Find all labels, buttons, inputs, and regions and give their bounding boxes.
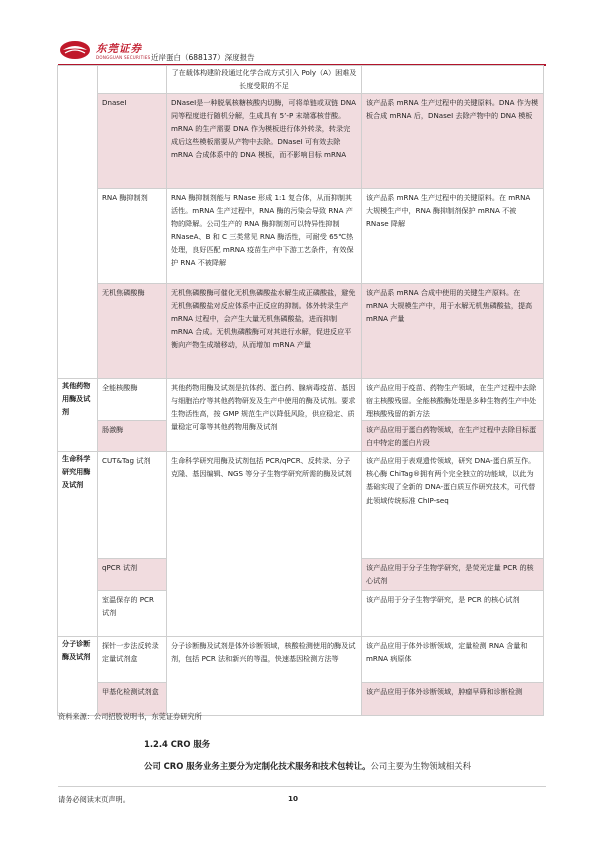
product-cell: 全能核酸酶 bbox=[98, 379, 167, 421]
logo-cn-text: 东莞证券 bbox=[96, 43, 142, 55]
page-number: 10 bbox=[288, 794, 299, 803]
app-cell: 该产品系 mRNA 生产过程中的关键原料。DNA 作为模板合成 mRNA 后，DNaseI 去除产物中的 DNA 模板 bbox=[362, 94, 544, 189]
app-cell: 该产品应用于疫苗、药物生产领域，在生产过程中去除宿主核酸残留。全能核酸酶处理是多种生物药生产中处理核酸残留的新方法 bbox=[362, 379, 544, 421]
table-row bbox=[58, 379, 544, 421]
app-cell: 该产品应用于蛋白药物领域，在生产过程中去除目标蛋白中特定的蛋白片段 bbox=[362, 421, 544, 452]
report-title: 近岸蛋白（688137）深度报告 bbox=[151, 53, 255, 62]
section-heading: 1.2.4 CRO 服务 bbox=[144, 739, 211, 749]
app-cell: 该产品用于分子生物学研究，是 PCR 的核心试剂 bbox=[362, 591, 544, 637]
footer-disclaimer: 请务必阅读末页声明。 bbox=[58, 795, 130, 804]
app-cell: 该产品系 mRNA 生产过程中的关键原料。在 mRNA 大规模生产中，RNA 酶抑制剂保护 mRNA 不被 RNase 降解 bbox=[362, 189, 544, 284]
product-cell: 甲基化检测试剂盒 bbox=[98, 683, 167, 716]
product-cell: 无机焦磷酸酶 bbox=[98, 284, 167, 379]
product-cell bbox=[98, 66, 167, 94]
table-row bbox=[58, 66, 544, 94]
app-cell: 该产品系 mRNA 合成中使用的关键生产原料。在 mRNA 大规模生产中，用于水解无机焦磷酸盐，提高 mRNA 产量 bbox=[362, 284, 544, 379]
product-cell: RNA 酶抑制剂 bbox=[98, 189, 167, 284]
app-cell: 该产品应用于表观遗传领域，研究 DNA-蛋白质互作。核心酶 ChiTag®拥有两个完全独立的功能域，以此为基础实现了全新的 DNA-蛋白质互作研究技术，可代替此领域传统标准 ChIP-seq bbox=[362, 452, 544, 559]
product-cell: 室温保存的 PCR 试剂 bbox=[98, 591, 167, 637]
app-cell: 该产品应用于体外诊断领域，定量检测 RNA 含量和 mRNA 病原体 bbox=[362, 637, 544, 683]
app-cell: 该产品应用于体外诊断领域，肿瘤早筛和诊断检测 bbox=[362, 683, 544, 716]
product-table bbox=[57, 65, 544, 716]
body-normal-text: 公司主要为生物领域相关科 bbox=[370, 761, 472, 771]
table-row bbox=[58, 284, 544, 379]
desc-cell: 其他药物用酶及试剂是抗体药、蛋白药、腺病毒疫苗、基因与细胞治疗等其他药物研发及生产中使用的酶及试剂。要求生物活性高，按 GMP 规范生产以降低风险，供应稳定、质量稳定可靠等其他药物用酶及试剂 bbox=[167, 379, 362, 452]
category-cell: 其他药物用酶及试剂 bbox=[58, 379, 98, 452]
product-cell: qPCR 试剂 bbox=[98, 559, 167, 591]
desc-cell: 无机焦磷酸酶可催化无机焦磷酸盐水解生成正磷酸盐，避免无机焦磷酸盐对反应体系中正反应的抑制。体外转录生产 mRNA 过程中，会产生大量无机焦磷酸盐，进而抑制 mRNA 合成。无机焦磷酸酶可对其进行水解，促进反应平衡向产物生成端移动，从而增加 mRNA 产量 bbox=[167, 284, 362, 379]
company-logo-icon bbox=[58, 39, 92, 61]
desc-cell: RNA 酶抑制剂能与 RNase 形成 1:1 复合体，从而抑制其活性。mRNA 生产过程中，RNA 酶的污染会导致 RNA 产物的降解。公司生产的 RNA 酶抑制剂可以特异性抑制 RNaseA、B 和 C 三类常见 RNA 酶活性，可耐受 65℃热处理，良好匹配 mRNA 疫苗生产中下游工艺条件，有效保护 RNA 不被降解 bbox=[167, 189, 362, 284]
product-cell: CUT&Tag 试剂 bbox=[98, 452, 167, 559]
desc-cell: 了在载体构建阶段通过化学合成方式引入 Poly（A）困难及长度受限的不足 bbox=[167, 66, 362, 94]
product-cell: 肠激酶 bbox=[98, 421, 167, 452]
desc-cell: 生命科学研究用酶及试剂包括 PCR/qPCR、反转录、分子克隆、基因编辑、NGS 等分子生物学研究所需的酶及试剂 bbox=[167, 452, 362, 637]
desc-cell: DNaseⅠ是一种脱氧核糖核酸内切酶，可将单链或双链 DNA 同等程度进行随机分解，生成具有 5’-P 末端寡核苷酸。mRNA 的生产需要 DNA 作为模板进行体外转录，转录完成后这些模板需要从产物中去除。DNaseI 可有效去除 mRNA 合成体系中的 DNA 模板，而不影响目标 mRNA bbox=[167, 94, 362, 189]
body-paragraph bbox=[144, 759, 546, 773]
app-cell bbox=[362, 66, 544, 94]
category-cell bbox=[58, 66, 98, 379]
table-row bbox=[58, 189, 544, 284]
app-cell: 该产品应用于分子生物学研究，是荧光定量 PCR 的核心试剂 bbox=[362, 559, 544, 591]
category-cell: 分子诊断酶及试剂 bbox=[58, 637, 98, 716]
table-row bbox=[58, 94, 544, 189]
desc-cell: 分子诊断酶及试剂是体外诊断领域，核酸检测使用的酶及试剂，包括 PCR 法和新兴的等温，快速基因检测方法等 bbox=[167, 637, 362, 716]
page-header bbox=[58, 39, 546, 65]
table-row bbox=[58, 452, 544, 559]
footer-divider bbox=[58, 786, 546, 787]
body-bold-text: 公司 CRO 服务业务主要分为定制化技术服务和技术包转让。 bbox=[144, 761, 371, 771]
source-note: 资料来源：公司招股说明书，东莞证券研究所 bbox=[58, 712, 202, 721]
product-cell: 探针一步法反转录定量试剂盒 bbox=[98, 637, 167, 683]
logo-en-text: DONGGUAN SECURITIES bbox=[96, 55, 151, 60]
table-row bbox=[58, 637, 544, 683]
product-cell: DnaseⅠ bbox=[98, 94, 167, 189]
category-cell: 生命科学研究用酶及试剂 bbox=[58, 452, 98, 637]
